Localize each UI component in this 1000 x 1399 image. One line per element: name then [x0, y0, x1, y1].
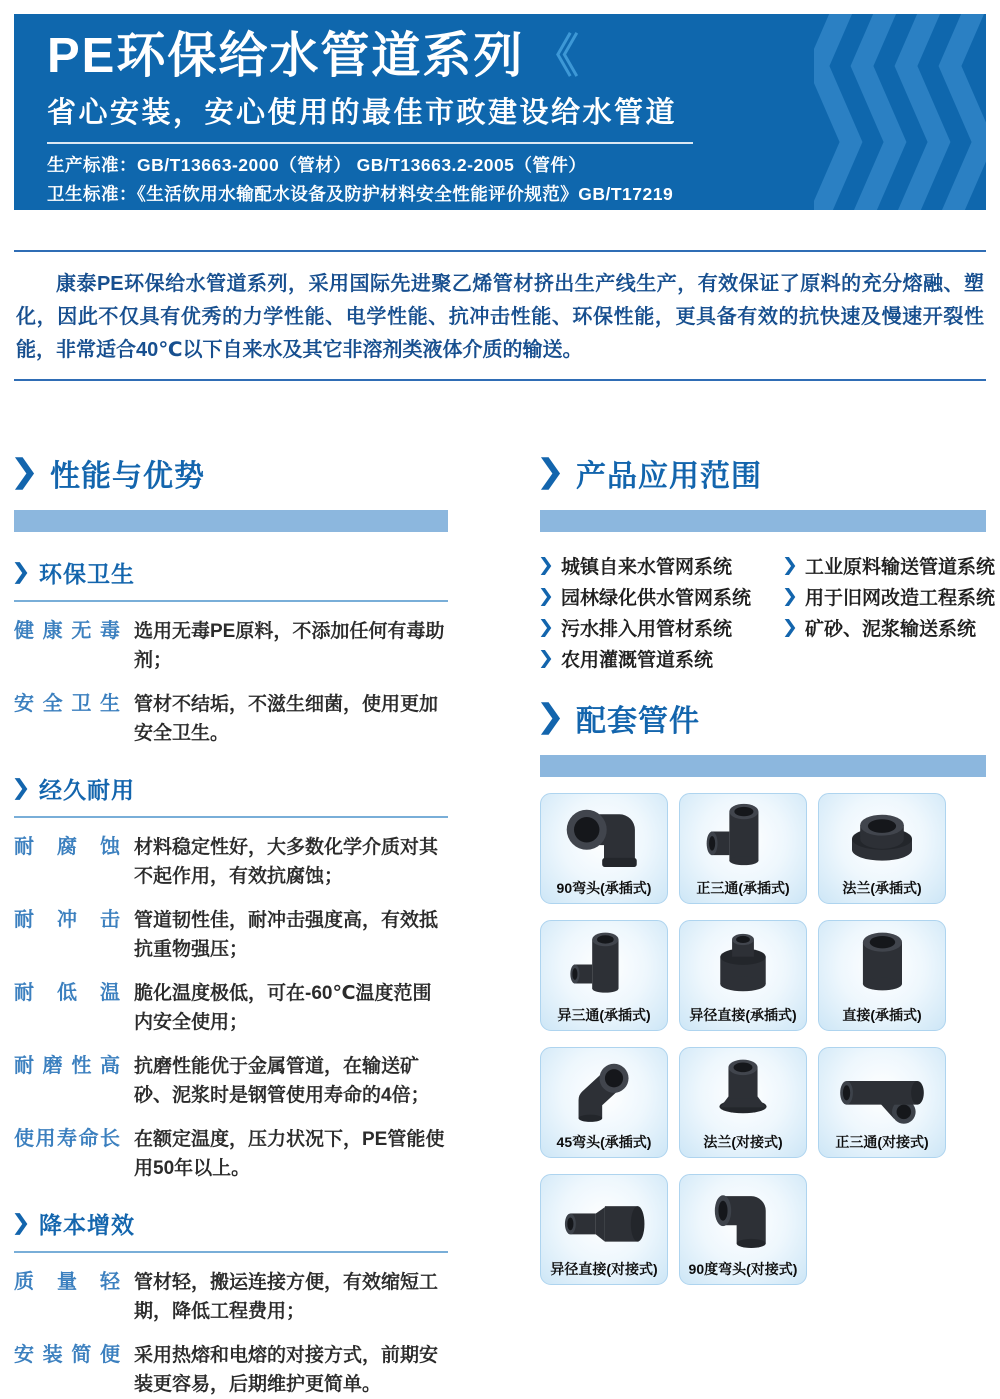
feature-description: 抗磨性能优于金属管道，在输送矿砂、泥浆时是钢管使用寿命的4倍；	[134, 1056, 430, 1106]
tee-butt-icon	[819, 1051, 945, 1131]
intro-section	[14, 250, 986, 381]
fitting-card	[540, 1174, 668, 1285]
section-title-fittings: 配套管件	[576, 705, 700, 738]
section-header-performance	[14, 451, 448, 495]
fitting-label: 法兰(承插式)	[842, 880, 922, 896]
application-list-item	[540, 643, 770, 674]
application-label: 城镇自来水管网系统	[561, 557, 733, 578]
feature-description: 管材不结垢，不滋生细菌，使用更加安全卫生。	[134, 694, 439, 744]
feature-term: 安全卫生	[14, 693, 120, 715]
chevron-right-icon	[784, 619, 796, 637]
fitting-card	[679, 1047, 807, 1158]
feature-term: 健康无毒	[14, 620, 120, 642]
application-list	[540, 550, 996, 674]
application-label: 用于旧网改造工程系统	[805, 588, 996, 609]
fitting-card	[540, 920, 668, 1031]
production-standard-line: 生产标准：GB/T13663-2000（管材） GB/T13663.2-2005（管件）	[47, 155, 587, 175]
performance-subsection	[14, 772, 448, 1183]
elbow-45-socket-icon	[541, 1051, 667, 1131]
chevron-right-icon	[540, 619, 552, 637]
section-accent-bar	[540, 755, 986, 777]
fitting-label: 正三通(承插式)	[696, 880, 790, 896]
chevron-right-icon	[14, 778, 28, 800]
page-title	[47, 29, 986, 83]
subsection-header	[14, 1207, 448, 1253]
reducing-coupling-butt-icon	[541, 1178, 667, 1258]
feature-description: 选用无毒PE原料，不添加任何有毒助剂；	[134, 621, 445, 671]
subsection-header	[14, 556, 448, 602]
reducing-coupling-socket-icon	[680, 924, 806, 1004]
header-banner	[14, 14, 986, 210]
brochure-page	[0, 14, 1000, 1395]
feature-row	[14, 1268, 448, 1326]
section-accent-bar	[540, 510, 986, 532]
application-column	[540, 550, 770, 674]
fitting-card	[818, 793, 946, 904]
chevron-right-icon	[540, 557, 552, 575]
chevron-right-icon	[540, 457, 561, 490]
feature-description: 管材轻，搬运连接方便，有效缩短工期，降低工程费用；	[134, 1272, 439, 1322]
fitting-label: 异径直接(对接式)	[550, 1261, 658, 1277]
application-list-item	[784, 550, 995, 581]
fitting-card	[679, 1174, 807, 1285]
section-header-applications	[540, 451, 986, 495]
subsection-title: 降本增效	[39, 1212, 135, 1238]
feature-description: 采用热熔和电熔的对接方式，前期安装更容易，后期维护更简单。	[134, 1345, 439, 1395]
application-list-item	[784, 581, 995, 612]
application-label: 矿砂、泥浆输送系统	[805, 619, 977, 640]
flange-butt-icon	[680, 1051, 806, 1131]
hygiene-standard-line: 卫生标准：《生活饮用水输配水设备及防护材料安全性能评价规范》GB/T17219	[47, 184, 674, 204]
chevron-right-icon	[540, 702, 561, 735]
fitting-card	[818, 920, 946, 1031]
fitting-card	[679, 920, 807, 1031]
fitting-card	[540, 793, 668, 904]
chevron-right-icon	[540, 588, 552, 606]
feature-row	[14, 979, 448, 1037]
fitting-label: 正三通(对接式)	[835, 1134, 929, 1150]
banner-content	[14, 14, 986, 209]
application-label: 农用灌溉管道系统	[561, 650, 714, 671]
fitting-label: 90度弯头(对接式)	[688, 1261, 798, 1277]
feature-term: 质量轻	[14, 1271, 120, 1293]
flange-socket-icon	[819, 797, 945, 877]
fitting-label: 45弯头(承插式)	[556, 1134, 652, 1150]
performance-groups	[14, 556, 448, 1399]
applications-column	[540, 451, 996, 1285]
application-column	[784, 550, 995, 643]
fitting-label: 法兰(对接式)	[703, 1134, 783, 1150]
performance-subsection	[14, 556, 448, 748]
application-list-item	[540, 550, 770, 581]
title-accent-mark: 《	[532, 30, 579, 82]
fitting-label: 90弯头(承插式)	[556, 880, 652, 896]
performance-subsection	[14, 1207, 448, 1399]
coupling-socket-icon	[819, 924, 945, 1004]
section-title-performance: 性能与优势	[50, 460, 205, 493]
chevron-right-icon	[540, 650, 552, 668]
main-content	[14, 451, 996, 1399]
fitting-label: 异径直接(承插式)	[689, 1007, 797, 1023]
page-subtitle: 省心安装，安心使用的最佳市政建设给水管道	[47, 97, 678, 129]
page-title-text: PE环保给水管道系列	[47, 29, 525, 83]
fittings-grid	[540, 793, 986, 1285]
application-label: 污水排入用管材系统	[561, 619, 733, 640]
elbow-90-butt-icon	[680, 1178, 806, 1258]
fitting-label: 直接(承插式)	[842, 1007, 922, 1023]
fitting-card	[679, 793, 807, 904]
chevron-right-icon	[784, 588, 796, 606]
feature-row	[14, 690, 448, 748]
feature-row	[14, 1052, 448, 1110]
feature-description: 脆化温度极低，可在-60℃温度范围内安全使用；	[134, 983, 432, 1033]
application-list-item	[540, 612, 770, 643]
application-list-item	[540, 581, 770, 612]
section-header-fittings	[540, 696, 986, 740]
section-accent-bar	[14, 510, 448, 532]
application-label: 园林绿化供水管网系统	[561, 588, 752, 609]
feature-row	[14, 906, 448, 964]
fitting-card	[818, 1047, 946, 1158]
chevron-right-icon	[14, 1213, 28, 1235]
chevron-right-icon	[784, 557, 796, 575]
chevron-right-icon	[14, 562, 28, 584]
feature-description: 材料稳定性好，大多数化学介质对其不起作用，有效抗腐蚀；	[134, 837, 439, 887]
fitting-label: 异三通(承插式)	[557, 1007, 651, 1023]
feature-description: 管道韧性佳，耐冲击强度高，有效抵抗重物强压；	[134, 910, 439, 960]
feature-description: 在额定温度，压力状况下，PE管能使用50年以上。	[134, 1129, 445, 1179]
feature-term: 使用寿命长	[14, 1128, 120, 1150]
feature-term: 耐磨性高	[14, 1055, 120, 1077]
subsection-title: 环保卫生	[39, 561, 135, 587]
feature-row	[14, 617, 448, 675]
feature-row	[14, 1125, 448, 1183]
chevron-right-icon	[14, 457, 35, 490]
feature-row	[14, 833, 448, 891]
application-label: 工业原料输送管道系统	[805, 557, 996, 578]
subsection-title: 经久耐用	[39, 777, 135, 803]
fitting-card	[540, 1047, 668, 1158]
application-list-item	[784, 612, 995, 643]
subsection-header	[14, 772, 448, 818]
tee-socket-icon	[680, 797, 806, 877]
feature-term: 耐腐蚀	[14, 836, 120, 858]
performance-column	[14, 451, 448, 1399]
feature-term: 安装简便	[14, 1344, 120, 1366]
section-title-applications: 产品应用范围	[576, 460, 762, 493]
intro-paragraph: 康泰PE环保给水管道系列，采用国际先进聚乙烯管材挤出生产线生产，有效保证了原料的充分熔融、塑化，因此不仅具有优秀的力学性能、电学性能、抗冲击性能、环保性能，更具备有效的抗快速及慢速开裂性能，非常适合40℃以下自来水及其它非溶剂类液体介质的输送。	[16, 273, 984, 361]
feature-term: 耐冲击	[14, 909, 120, 931]
banner-divider-line	[47, 142, 693, 144]
feature-term: 耐低温	[14, 982, 120, 1004]
reducing-tee-socket-icon	[541, 924, 667, 1004]
elbow-90-socket-icon	[541, 797, 667, 877]
feature-row	[14, 1341, 448, 1399]
